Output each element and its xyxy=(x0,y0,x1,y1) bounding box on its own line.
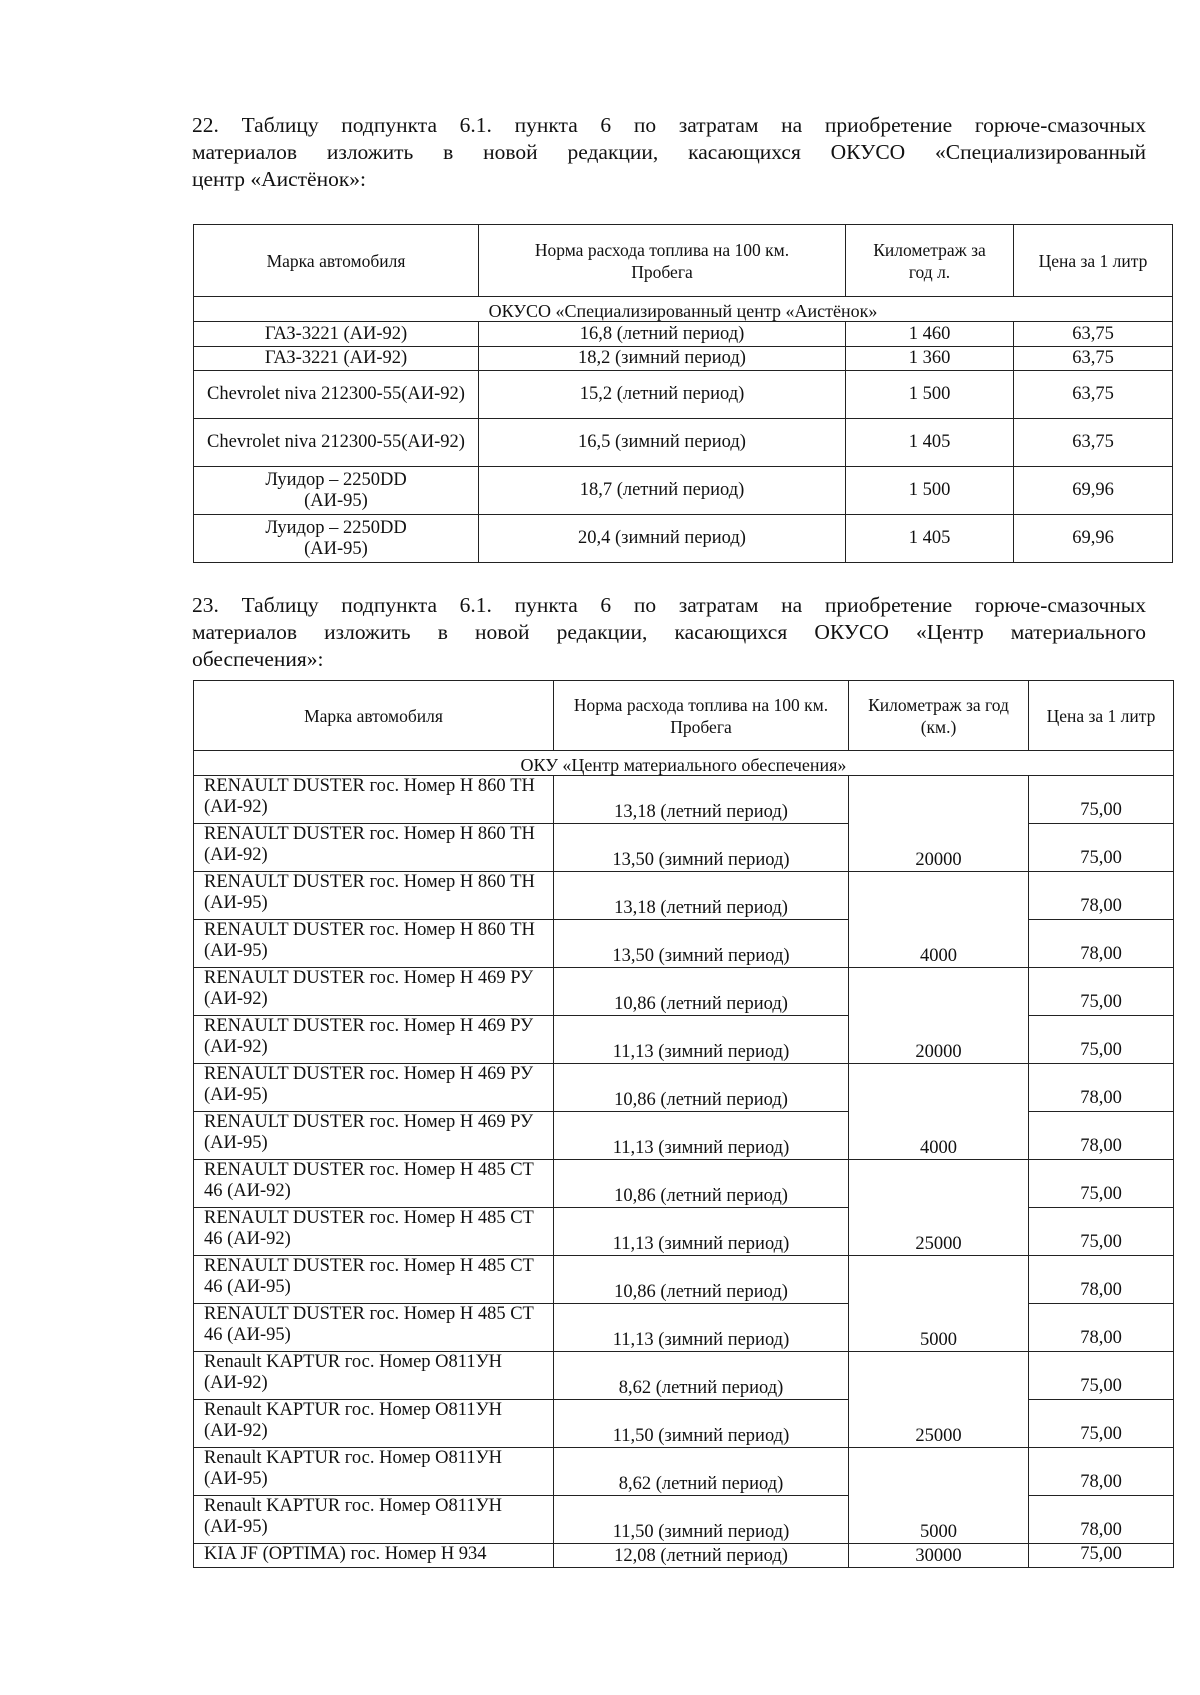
mileage-cell: 25000 xyxy=(849,1400,1029,1448)
fuel-norm-cell: 13,50 (зимний период) xyxy=(554,824,849,872)
mileage-cell: 30000 xyxy=(849,1544,1029,1568)
table-row xyxy=(194,1064,1174,1112)
car-name-cell: Луидор – 2250DD (АИ-95) xyxy=(194,515,479,563)
fuel-norm-cell: 16,5 (зимний период) xyxy=(479,419,846,467)
car-name-cell: Renault KAPTUR гос. Номер О811УН (АИ-92) xyxy=(194,1400,554,1448)
column-header-car-brand: Марка автомобиля xyxy=(194,681,554,751)
column-header-price: Цена за 1 литр xyxy=(1014,225,1173,297)
car-name-cell: RENAULT DUSTER гос. Номер Н 860 ТН (АИ-95) xyxy=(194,872,554,920)
mileage-cell: 1 460 xyxy=(846,322,1014,347)
mileage-cell xyxy=(849,968,1029,1016)
table-row xyxy=(194,1496,1174,1544)
car-name-cell: ГАЗ-3221 (АИ-92) xyxy=(194,347,479,371)
fuel-norm-cell: 11,13 (зимний период) xyxy=(554,1112,849,1160)
mileage-cell: 5000 xyxy=(849,1496,1029,1544)
mileage-cell: 20000 xyxy=(849,824,1029,872)
section-title-row: ОКУ «Центр материального обеспечения» xyxy=(194,751,1174,776)
car-name-cell: RENAULT DUSTER гос. Номер Н 860 ТН (АИ-92) xyxy=(194,776,554,824)
fuel-norm-cell: 13,18 (летний период) xyxy=(554,872,849,920)
column-header-mileage: Километраж за год л. xyxy=(846,225,1014,297)
table-row xyxy=(194,872,1174,920)
table-row xyxy=(194,1304,1174,1352)
table-row xyxy=(194,467,1173,515)
table-row xyxy=(194,1016,1174,1064)
price-cell: 75,00 xyxy=(1029,1160,1174,1208)
paragraph-line: материалов изложить в новой редакции, касающихся ОКУСО «Центр материального xyxy=(192,620,1146,644)
price-cell: 63,75 xyxy=(1014,419,1173,467)
fuel-norm-cell: 8,62 (летний период) xyxy=(554,1448,849,1496)
fuel-norm-cell: 18,7 (летний период) xyxy=(479,467,846,515)
car-name-cell: RENAULT DUSTER гос. Номер Н 469 РУ (АИ-95) xyxy=(194,1112,554,1160)
mileage-cell: 1 500 xyxy=(846,371,1014,419)
price-cell: 78,00 xyxy=(1029,1304,1174,1352)
car-name-cell: Renault KAPTUR гос. Номер О811УН (АИ-95) xyxy=(194,1496,554,1544)
table-row xyxy=(194,1400,1174,1448)
mileage-cell xyxy=(849,1352,1029,1400)
fuel-norm-cell: 10,86 (летний период) xyxy=(554,1256,849,1304)
car-name-cell: RENAULT DUSTER гос. Номер Н 485 СТ 46 (АИ-92) xyxy=(194,1160,554,1208)
table-row xyxy=(194,776,1174,824)
column-header-price: Цена за 1 литр xyxy=(1029,681,1174,751)
fuel-norm-cell: 11,13 (зимний период) xyxy=(554,1016,849,1064)
table-row xyxy=(194,515,1173,563)
car-name-cell: Chevrolet niva 212300-55(АИ-92) xyxy=(194,371,479,419)
mileage-cell: 1 405 xyxy=(846,515,1014,563)
table-row xyxy=(194,371,1173,419)
section-23-paragraph xyxy=(192,592,1146,673)
fuel-norm-cell: 12,08 (летний период) xyxy=(554,1544,849,1568)
car-name-cell: RENAULT DUSTER гос. Номер Н 485 СТ 46 (АИ-95) xyxy=(194,1304,554,1352)
mileage-cell xyxy=(849,1256,1029,1304)
fuel-norm-cell: 13,18 (летний период) xyxy=(554,776,849,824)
table-row xyxy=(194,347,1173,371)
car-name-cell: RENAULT DUSTER гос. Номер Н 469 РУ (АИ-95) xyxy=(194,1064,554,1112)
column-header-car-brand: Марка автомобиля xyxy=(194,225,479,297)
mileage-cell: 1 500 xyxy=(846,467,1014,515)
table-row xyxy=(194,1352,1174,1400)
car-name-cell: RENAULT DUSTER гос. Номер Н 860 ТН (АИ-95) xyxy=(194,920,554,968)
fuel-norm-cell: 11,50 (зимний период) xyxy=(554,1496,849,1544)
price-cell: 78,00 xyxy=(1029,920,1174,968)
table-row xyxy=(194,1544,1174,1568)
fuel-norm-cell: 15,2 (летний период) xyxy=(479,371,846,419)
price-cell: 75,00 xyxy=(1029,1544,1174,1568)
price-cell: 75,00 xyxy=(1029,968,1174,1016)
fuel-norm-cell: 20,4 (зимний период) xyxy=(479,515,846,563)
mileage-cell: 5000 xyxy=(849,1304,1029,1352)
table-row xyxy=(194,824,1174,872)
car-name-cell: ГАЗ-3221 (АИ-92) xyxy=(194,322,479,347)
price-cell: 63,75 xyxy=(1014,347,1173,371)
car-name-cell: RENAULT DUSTER гос. Номер Н 860 ТН (АИ-92) xyxy=(194,824,554,872)
mileage-cell xyxy=(849,872,1029,920)
paragraph-line: 23. Таблицу подпункта 6.1. пункта 6 по затратам на приобретение горюче-смазочных xyxy=(192,593,1146,617)
mileage-cell: 4000 xyxy=(849,1112,1029,1160)
price-cell: 78,00 xyxy=(1029,872,1174,920)
price-cell: 75,00 xyxy=(1029,1208,1174,1256)
mileage-cell: 20000 xyxy=(849,1016,1029,1064)
fuel-norm-cell: 11,50 (зимний период) xyxy=(554,1400,849,1448)
fuel-norm-cell: 11,13 (зимний период) xyxy=(554,1304,849,1352)
paragraph-line: 22. Таблицу подпункта 6.1. пункта 6 по затратам на приобретение горюче-смазочных xyxy=(192,113,1146,137)
price-cell: 78,00 xyxy=(1029,1448,1174,1496)
price-cell: 63,75 xyxy=(1014,322,1173,347)
mileage-cell xyxy=(849,776,1029,824)
paragraph-line: центр «Аистёнок»: xyxy=(192,167,367,191)
fuel-norm-cell: 10,86 (летний период) xyxy=(554,1160,849,1208)
section-title-row: ОКУСО «Специализированный центр «Аистёнок» xyxy=(194,297,1173,322)
price-cell: 75,00 xyxy=(1029,1016,1174,1064)
car-name-cell: Луидор – 2250DD (АИ-95) xyxy=(194,467,479,515)
price-cell: 75,00 xyxy=(1029,824,1174,872)
fuel-norm-cell: 10,86 (летний период) xyxy=(554,1064,849,1112)
table-row xyxy=(194,1256,1174,1304)
price-cell: 75,00 xyxy=(1029,1400,1174,1448)
car-name-cell: RENAULT DUSTER гос. Номер Н 469 РУ (АИ-92) xyxy=(194,1016,554,1064)
fuel-norm-cell: 8,62 (летний период) xyxy=(554,1352,849,1400)
fuel-table-material-supply xyxy=(193,680,1174,1568)
price-cell: 69,96 xyxy=(1014,515,1173,563)
fuel-norm-cell: 18,2 (зимний период) xyxy=(479,347,846,371)
table-row xyxy=(194,1208,1174,1256)
price-cell: 78,00 xyxy=(1029,1112,1174,1160)
table-row xyxy=(194,1448,1174,1496)
fuel-norm-cell: 16,8 (летний период) xyxy=(479,322,846,347)
fuel-norm-cell: 11,13 (зимний период) xyxy=(554,1208,849,1256)
mileage-cell: 1 360 xyxy=(846,347,1014,371)
table-row xyxy=(194,968,1174,1016)
mileage-cell xyxy=(849,1064,1029,1112)
price-cell: 78,00 xyxy=(1029,1496,1174,1544)
column-header-fuel-norm: Норма расхода топлива на 100 км. Пробега xyxy=(479,225,846,297)
table-row xyxy=(194,1112,1174,1160)
car-name-cell: Renault KAPTUR гос. Номер О811УН (АИ-95) xyxy=(194,1448,554,1496)
paragraph-line: материалов изложить в новой редакции, касающихся ОКУСО «Специализированный xyxy=(192,140,1146,164)
car-name-cell: RENAULT DUSTER гос. Номер Н 469 РУ (АИ-92) xyxy=(194,968,554,1016)
price-cell: 75,00 xyxy=(1029,1352,1174,1400)
column-header-mileage: Километраж за год (км.) xyxy=(849,681,1029,751)
price-cell: 78,00 xyxy=(1029,1064,1174,1112)
table-row xyxy=(194,419,1173,467)
price-cell: 69,96 xyxy=(1014,467,1173,515)
mileage-cell: 4000 xyxy=(849,920,1029,968)
car-name-cell: Chevrolet niva 212300-55(АИ-92) xyxy=(194,419,479,467)
mileage-cell xyxy=(849,1448,1029,1496)
table-row xyxy=(194,1160,1174,1208)
table-row xyxy=(194,322,1173,347)
table-row xyxy=(194,920,1174,968)
paragraph-line: обеспечения»: xyxy=(192,647,324,671)
fuel-norm-cell: 13,50 (зимний период) xyxy=(554,920,849,968)
price-cell: 75,00 xyxy=(1029,776,1174,824)
column-header-fuel-norm: Норма расхода топлива на 100 км. Пробега xyxy=(554,681,849,751)
car-name-cell: Renault KAPTUR гос. Номер О811УН (АИ-92) xyxy=(194,1352,554,1400)
price-cell: 63,75 xyxy=(1014,371,1173,419)
fuel-norm-cell: 10,86 (летний период) xyxy=(554,968,849,1016)
price-cell: 78,00 xyxy=(1029,1256,1174,1304)
mileage-cell xyxy=(849,1160,1029,1208)
mileage-cell: 25000 xyxy=(849,1208,1029,1256)
mileage-cell: 1 405 xyxy=(846,419,1014,467)
car-name-cell: RENAULT DUSTER гос. Номер Н 485 СТ 46 (АИ-95) xyxy=(194,1256,554,1304)
car-name-cell: RENAULT DUSTER гос. Номер Н 485 СТ 46 (АИ-92) xyxy=(194,1208,554,1256)
car-name-cell: KIA JF (OPTIMA) гос. Номер Н 934 xyxy=(194,1544,554,1568)
fuel-table-aistenok xyxy=(193,224,1173,563)
section-22-paragraph xyxy=(192,112,1146,193)
